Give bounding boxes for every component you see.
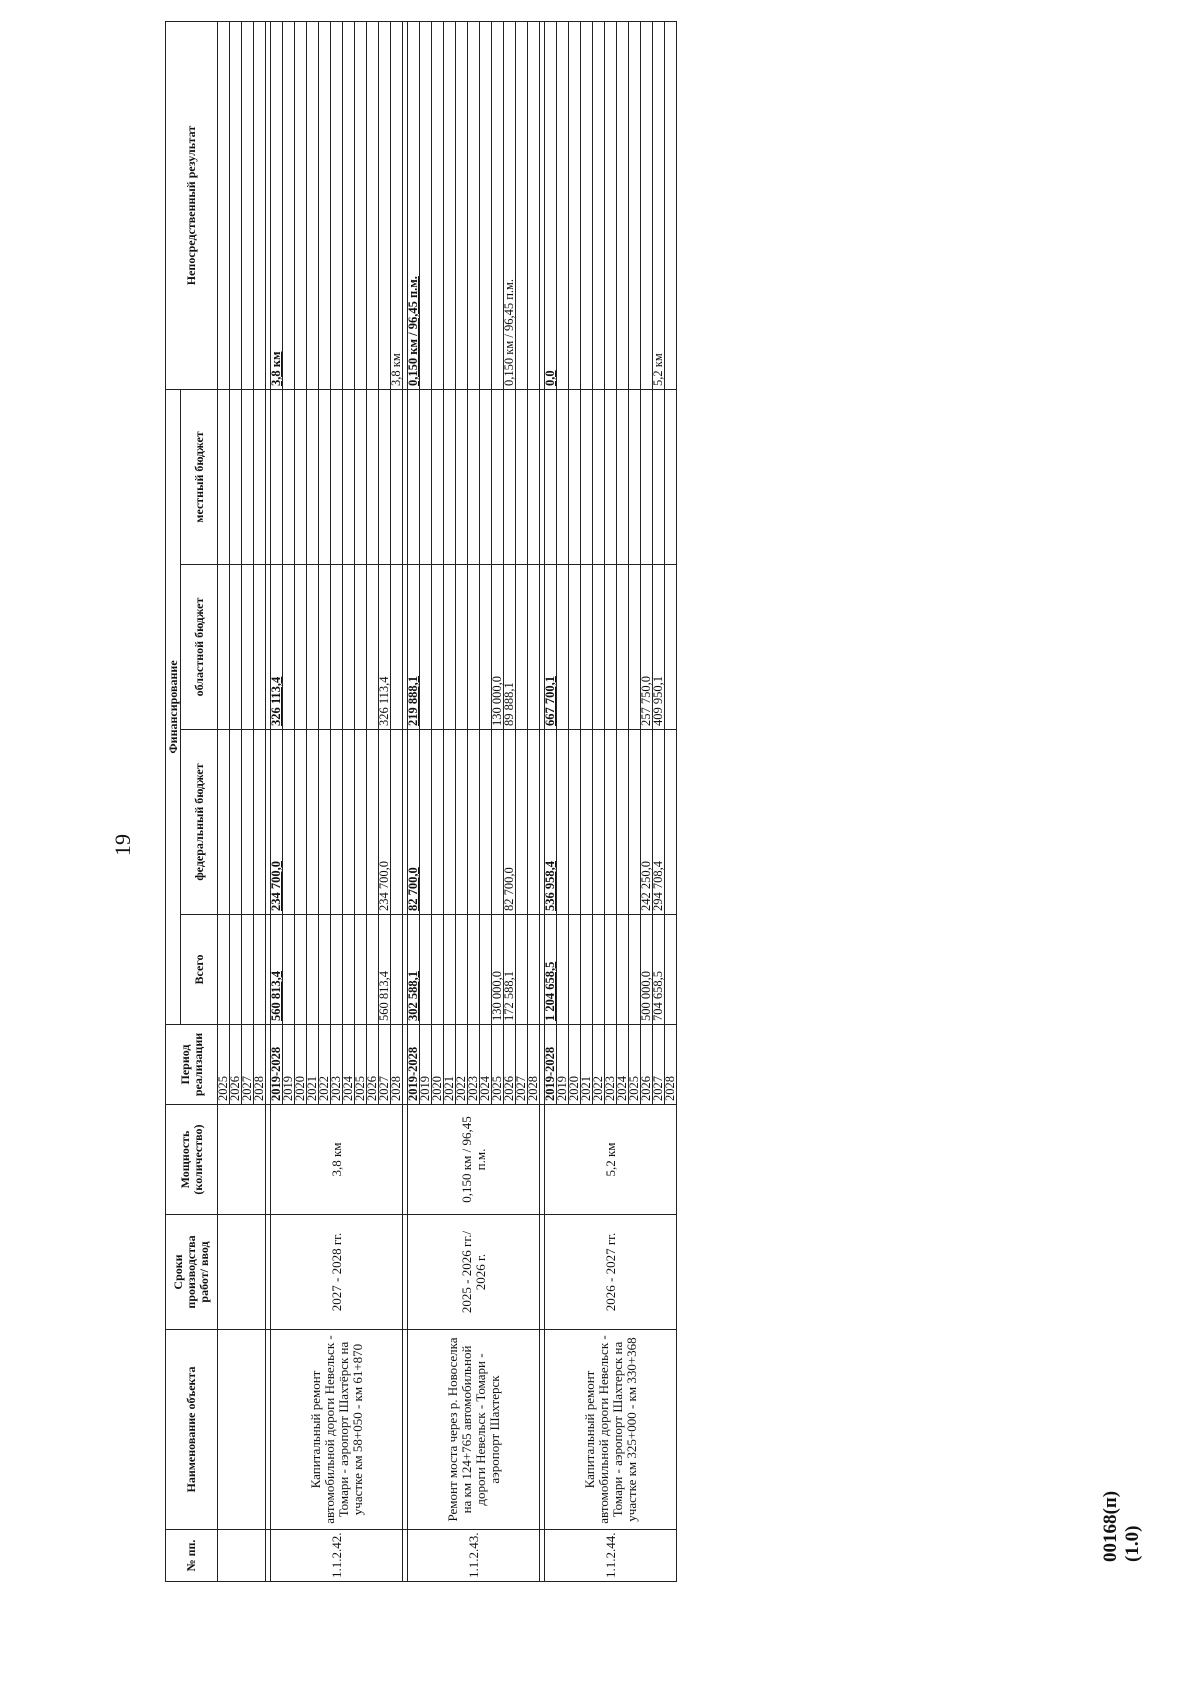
period-cell: 2022 [456,1025,468,1105]
regional-cell [343,565,355,730]
regional-cell [355,565,367,730]
object-number: 1.1.2.43. [408,1530,540,1582]
regional-cell [456,565,468,730]
object-name: Капитальный ремонт автомобильной дороги Невельск - Томари - аэропорт Шахтерск на участке км 325+000 - км 330+368 [545,1330,677,1530]
result-cell [420,22,432,390]
total-cell [593,915,605,1025]
power-cell [218,1105,266,1215]
federal-cell [343,730,355,915]
regional-cell [218,565,230,730]
local-cell [516,390,528,565]
result-cell [468,22,480,390]
result-cell [480,22,492,390]
federal-cell [283,730,295,915]
result-cell [581,22,593,390]
result-cell [456,22,468,390]
total-cell [331,915,343,1025]
object-total-row [271,22,283,1582]
total-cell: 500 000,0 [641,915,653,1025]
result-cell [218,22,230,390]
period-cell: 2020 [295,1025,307,1105]
period-cell: 2024 [480,1025,492,1105]
regional-cell [468,565,480,730]
page-number: 19 [110,834,135,856]
total-cell [528,915,540,1025]
result-cell [629,22,641,390]
total-cell [468,915,480,1025]
period-cell: 2023 [468,1025,480,1105]
regional-cell [319,565,331,730]
federal-cell [468,730,480,915]
regional-cell [593,565,605,730]
local-cell [665,390,677,565]
total-cell [391,915,403,1025]
object-number: 1.1.2.44. [545,1530,677,1582]
table-body [218,22,677,1582]
result-cell [569,22,581,390]
federal-cell [444,730,456,915]
result-cell [593,22,605,390]
local-cell [593,390,605,565]
header-local: местный бюджет [181,390,218,565]
regional-cell [557,565,569,730]
header-name: Наименование объекта [166,1330,218,1530]
period-cell: 2026 [641,1025,653,1105]
federal-cell [230,730,242,915]
total-cell: 1 204 658,5 [545,915,557,1025]
result-cell: 0,150 км / 96,45 п.м. [408,22,420,390]
regional-cell [432,565,444,730]
total-cell [283,915,295,1025]
rotated-table-area [165,82,935,1582]
regional-cell: 326 113,4 [271,565,283,730]
local-cell [295,390,307,565]
local-cell [480,390,492,565]
federal-cell: 234 700,0 [271,730,283,915]
financing-table [165,21,677,1582]
local-cell [581,390,593,565]
regional-cell [420,565,432,730]
total-cell [516,915,528,1025]
federal-cell [218,730,230,915]
header-num: № пп. [166,1530,218,1582]
object-dates: 2026 - 2027 гг. [545,1215,677,1330]
federal-cell [516,730,528,915]
total-cell [319,915,331,1025]
period-cell: 2025 [218,1025,230,1105]
regional-cell [528,565,540,730]
total-cell: 704 658,5 [653,915,665,1025]
local-cell [569,390,581,565]
federal-cell: 234 700,0 [379,730,391,915]
federal-cell [331,730,343,915]
federal-cell [456,730,468,915]
federal-cell [581,730,593,915]
total-cell [254,915,266,1025]
federal-cell: 82 700,0 [408,730,420,915]
local-cell [242,390,254,565]
period-cell: 2019 [420,1025,432,1105]
total-cell [456,915,468,1025]
regional-cell: 219 888,1 [408,565,420,730]
period-cell: 2023 [331,1025,343,1105]
result-cell [605,22,617,390]
total-cell [432,915,444,1025]
local-cell [420,390,432,565]
local-cell [617,390,629,565]
header-regional: областной бюджет [181,565,218,730]
total-cell [605,915,617,1025]
federal-cell [391,730,403,915]
result-cell [617,22,629,390]
period-cell: 2019 [283,1025,295,1105]
local-cell [641,390,653,565]
period-cell: 2025 [629,1025,641,1105]
regional-cell [569,565,581,730]
local-cell [355,390,367,565]
total-cell [307,915,319,1025]
federal-cell [307,730,319,915]
name-cell [218,1330,266,1530]
total-cell: 302 588,1 [408,915,420,1025]
federal-cell [295,730,307,915]
local-cell [254,390,266,565]
federal-cell [242,730,254,915]
local-cell [492,390,504,565]
total-cell [665,915,677,1025]
total-cell [355,915,367,1025]
local-cell [444,390,456,565]
period-cell: 2020 [432,1025,444,1105]
header-period: Период реализации [166,1025,218,1105]
regional-cell [665,565,677,730]
period-cell: 2021 [581,1025,593,1105]
regional-cell [295,565,307,730]
local-cell [271,390,283,565]
object-number: 1.1.2.42. [271,1530,403,1582]
result-cell [230,22,242,390]
header-federal: федеральный бюджет [181,730,218,915]
federal-cell [319,730,331,915]
result-cell: 0,150 км / 96,45 п.м. [504,22,516,390]
result-cell [343,22,355,390]
federal-cell [557,730,569,915]
local-cell [408,390,420,565]
regional-cell [254,565,266,730]
period-cell: 2024 [343,1025,355,1105]
result-cell [432,22,444,390]
object-total-row [408,22,420,1582]
federal-cell [569,730,581,915]
federal-cell: 242 250,0 [641,730,653,915]
total-cell [444,915,456,1025]
object-power: 5,2 км [545,1105,677,1215]
period-cell: 2028 [528,1025,540,1105]
result-cell [355,22,367,390]
local-cell [629,390,641,565]
federal-cell: 82 700,0 [504,730,516,915]
header-dates: Сроки производства работ/ ввод [166,1215,218,1330]
regional-cell: 409 950,1 [653,565,665,730]
document-code: 00168(п)(1.0) [1100,1490,1143,1562]
result-cell [528,22,540,390]
local-cell [557,390,569,565]
regional-cell: 257 750,0 [641,565,653,730]
object-power: 3,8 км [271,1105,403,1215]
period-cell: 2027 [516,1025,528,1105]
header-result: Непосредственный результат [166,22,218,390]
result-cell [254,22,266,390]
object-dates: 2027 - 2028 гг. [271,1215,403,1330]
header-power: Мощность (количество) [166,1105,218,1215]
period-cell: 2022 [319,1025,331,1105]
local-cell [605,390,617,565]
period-cell: 2024 [617,1025,629,1105]
period-cell: 2022 [593,1025,605,1105]
object-total-row [545,22,557,1582]
period-cell: 2026 [504,1025,516,1105]
total-cell [581,915,593,1025]
regional-cell: 130 000,0 [492,565,504,730]
result-cell [444,22,456,390]
local-cell [379,390,391,565]
regional-cell [581,565,593,730]
federal-cell [480,730,492,915]
total-cell [557,915,569,1025]
regional-cell [605,565,617,730]
local-cell [456,390,468,565]
period-cell: 2020 [569,1025,581,1105]
period-cell: 2023 [605,1025,617,1105]
period-cell: 2019-2028 [271,1025,283,1105]
result-cell [516,22,528,390]
period-cell: 2025 [492,1025,504,1105]
object-name: Капитальный ремонт автомобильной дороги Невельск - Томари - аэропорт Шахтёрск на участке км 58+050 - км 61+870 [271,1330,403,1530]
federal-cell [355,730,367,915]
result-cell [295,22,307,390]
dates-cell [218,1215,266,1330]
header-total: Всего [181,915,218,1025]
regional-cell [283,565,295,730]
period-cell: 2027 [242,1025,254,1105]
federal-cell [254,730,266,915]
header-financing: Финансирование [166,390,181,1025]
result-cell [641,22,653,390]
local-cell [432,390,444,565]
federal-cell [605,730,617,915]
regional-cell: 89 888,1 [504,565,516,730]
federal-cell [528,730,540,915]
local-cell [343,390,355,565]
period-cell: 2026 [230,1025,242,1105]
total-cell [617,915,629,1025]
result-cell: 5,2 км [653,22,665,390]
local-cell [468,390,480,565]
period-cell: 2028 [665,1025,677,1105]
local-cell [218,390,230,565]
result-cell [557,22,569,390]
regional-cell [391,565,403,730]
local-cell [545,390,557,565]
local-cell [319,390,331,565]
local-cell [283,390,295,565]
period-cell: 2019-2028 [408,1025,420,1105]
object-power: 0,150 км / 96,45 п.м. [408,1105,540,1215]
federal-cell [593,730,605,915]
local-cell [391,390,403,565]
regional-cell: 667 700,1 [545,565,557,730]
period-cell: 2019 [557,1025,569,1105]
total-cell [420,915,432,1025]
result-cell [665,22,677,390]
object-name: Ремонт моста через р. Новоселка на км 124+765 автомобильной дороги Невельск - Томари - аэропорт Шахтерск [408,1330,540,1530]
local-cell [331,390,343,565]
period-cell: 2026 [367,1025,379,1105]
total-cell: 560 813,4 [379,915,391,1025]
result-cell: 3,8 км [271,22,283,390]
total-cell [569,915,581,1025]
total-cell [230,915,242,1025]
total-cell: 560 813,4 [271,915,283,1025]
local-cell [504,390,516,565]
regional-cell [230,565,242,730]
federal-cell: 294 708,4 [653,730,665,915]
total-cell [218,915,230,1025]
local-cell [367,390,379,565]
header-row-1 [166,22,181,1582]
result-cell [242,22,254,390]
regional-cell [331,565,343,730]
object-dates: 2025 - 2026 гг./ 2026 г. [408,1215,540,1330]
local-cell [230,390,242,565]
result-cell [367,22,379,390]
result-cell: 3,8 км [391,22,403,390]
regional-cell [242,565,254,730]
total-cell: 130 000,0 [492,915,504,1025]
total-cell: 172 588,1 [504,915,516,1025]
period-cell: 2028 [391,1025,403,1105]
result-cell [307,22,319,390]
total-cell [295,915,307,1025]
total-cell [343,915,355,1025]
total-cell [242,915,254,1025]
regional-cell [516,565,528,730]
local-cell [653,390,665,565]
local-cell [307,390,319,565]
period-cell: 2027 [379,1025,391,1105]
result-cell: 0,0 [545,22,557,390]
period-cell: 2021 [444,1025,456,1105]
regional-cell [617,565,629,730]
regional-cell [307,565,319,730]
regional-cell [444,565,456,730]
period-cell: 2028 [254,1025,266,1105]
table-row [218,22,230,1582]
result-cell [379,22,391,390]
period-cell: 2019-2028 [545,1025,557,1105]
local-cell [528,390,540,565]
result-cell [283,22,295,390]
federal-cell [665,730,677,915]
result-cell [319,22,331,390]
result-cell [331,22,343,390]
period-cell: 2025 [355,1025,367,1105]
federal-cell [617,730,629,915]
federal-cell [420,730,432,915]
regional-cell: 326 113,4 [379,565,391,730]
period-cell: 2027 [653,1025,665,1105]
num-cell [218,1530,266,1582]
period-cell: 2021 [307,1025,319,1105]
federal-cell: 536 958,4 [545,730,557,915]
federal-cell [432,730,444,915]
